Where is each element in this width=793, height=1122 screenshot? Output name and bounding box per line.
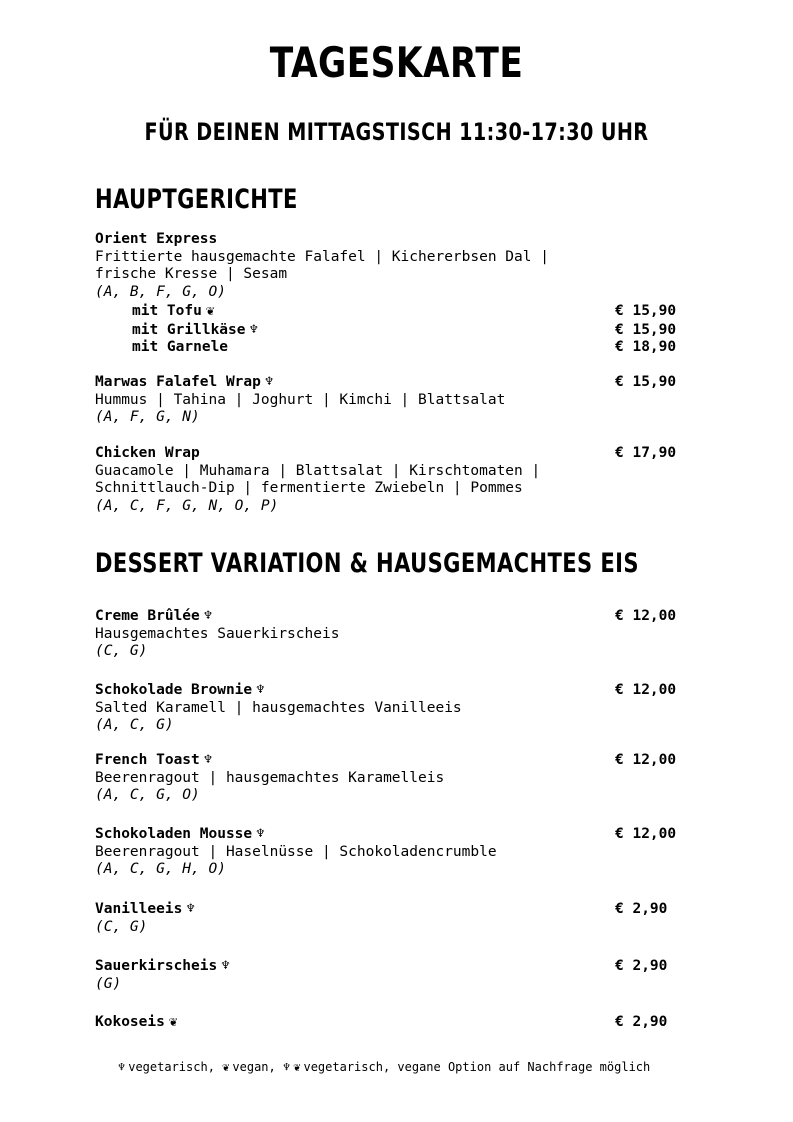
vegetarian-icon: ♆ [118,1060,126,1074]
section-heading-main: HAUPTGERICHTE [95,184,298,215]
menu-item-kokoseis [95,1014,680,1032]
menu-item-sauerkirscheis [95,958,680,993]
vegan-icon: ❦ [168,1014,178,1030]
vegetarian-icon: ♆ [203,752,213,768]
item-price: € 12,00 [615,826,677,842]
vegetarian-icon: ♆ [203,608,213,624]
vegetarian-icon: ♆ [256,682,265,698]
item-name: Marwas Falafel Wrap [95,374,261,390]
menu-item-creme-brulee [95,608,680,661]
item-name: Creme Brûlée [95,608,200,624]
item-description: Hausgemachtes Sauerkirscheis [95,625,340,642]
page-subtitle: FÜR DEINEN MITTAGSTISCH 11:30-17:30 UHR [144,118,649,146]
option-name: mit Grillkäse [132,321,246,338]
item-price: € 15,90 [615,374,677,390]
legend-option: vegetarisch, vegane Option auf Nachfrage möglich [303,1060,651,1074]
item-name: Sauerkirscheis [95,958,218,974]
item-price: € 12,00 [615,752,677,768]
item-allergens: (A, B, F, G, O) [95,283,226,300]
vegetarian-icon: ♆ [256,826,265,842]
page-title: TAGESKARTE [269,38,524,87]
legend [118,1060,650,1074]
vegan-icon: ❦ [222,1060,230,1074]
item-description: Frittierte hausgemachte Falafel | Kichererbsen Dal | [95,248,549,265]
option-price: € 15,90 [615,321,677,338]
vegetarian-icon: ♆ [186,901,195,917]
item-price: € 2,90 [615,958,668,974]
menu-item-french-toast [95,752,680,805]
menu-item-orient-express [95,231,680,357]
item-price: € 17,90 [615,445,677,461]
option-price: € 15,90 [615,303,677,319]
item-allergens: (A, C, G, H, O) [95,861,226,877]
item-name: Schokoladen Mousse [95,826,253,842]
item-allergens: (A, C, F, G, N, O, P) [95,497,279,514]
item-option [95,322,680,340]
option-name: mit Tofu [132,303,202,319]
item-name: Vanilleeis [95,901,183,917]
vegan-icon: ❦ [293,1060,301,1074]
legend-vegetarian: vegetarisch, [128,1060,215,1074]
vegetarian-icon: ♆ [283,1060,291,1074]
item-description: Beerenragout | hausgemachtes Karamelleis [95,769,445,786]
item-description: Hummus | Tahina | Joghurt | Kimchi | Blattsalat [95,391,506,408]
option-price: € 18,90 [615,339,677,355]
item-option [95,303,680,321]
menu-item-mousse [95,826,680,879]
option-name: mit Garnele [132,339,229,355]
section-heading-dessert: DESSERT VARIATION & HAUSGEMACHTES EIS [95,548,639,579]
item-price: € 12,00 [615,682,677,698]
item-option [95,339,680,357]
item-allergens: (A, C, G, O) [95,787,200,803]
legend-vegan: vegan, [232,1060,276,1074]
vegetarian-icon: ♆ [264,374,274,390]
item-price: € 2,90 [615,901,668,917]
item-name: Schokolade Brownie [95,682,253,698]
item-description: Guacamole | Muhamara | Blattsalat | Kirschtomaten | [95,462,541,479]
item-name: Orient Express [95,231,218,247]
item-name: Kokoseis [95,1014,165,1030]
vegan-icon: ❦ [205,303,215,319]
menu-item-falafel-wrap [95,374,680,427]
menu-item-vanilleeis [95,901,680,936]
menu-item-brownie [95,682,680,735]
item-allergens: (G) [95,975,122,992]
item-allergens: (C, G) [95,918,148,935]
item-price: € 2,90 [615,1014,668,1030]
item-description: frische Kresse | Sesam [95,266,288,282]
menu-item-chicken-wrap [95,445,680,515]
item-name: Chicken Wrap [95,445,200,461]
item-description: Beerenragout | Haselnüsse | Schokoladencrumble [95,843,497,860]
item-name: French Toast [95,752,200,768]
item-allergens: (A, F, G, N) [95,409,200,425]
item-description: Salted Karamell | hausgemachtes Vanilleeis [95,699,462,716]
item-price: € 12,00 [615,608,677,624]
vegetarian-icon: ♆ [249,321,258,338]
item-allergens: (C, G) [95,643,148,659]
item-description: Schnittlauch-Dip | fermentierte Zwiebeln | Pommes [95,480,523,496]
vegetarian-icon: ♆ [221,958,230,974]
item-allergens: (A, C, G) [95,717,174,733]
